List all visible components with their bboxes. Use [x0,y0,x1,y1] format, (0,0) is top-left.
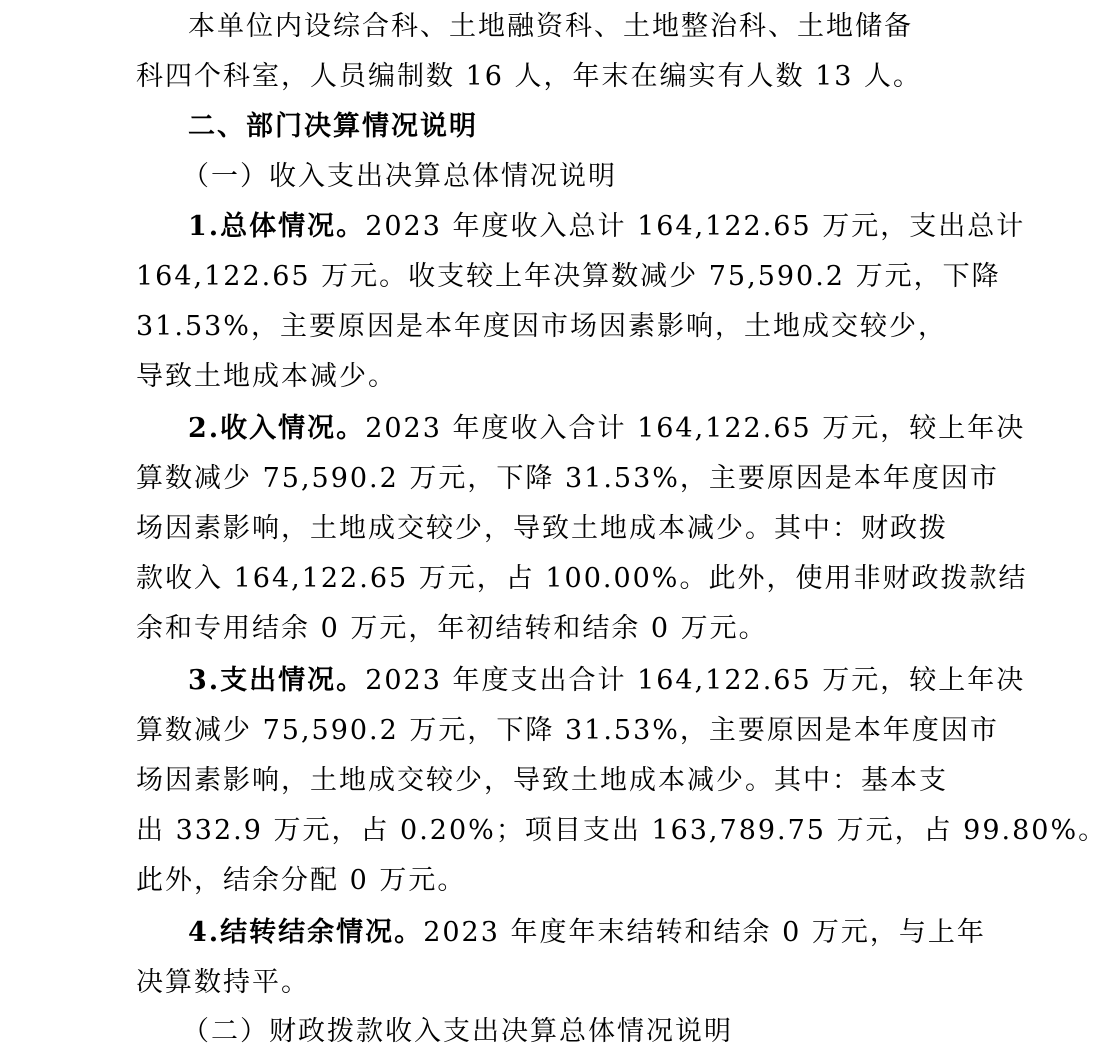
paragraph-4-text: 2023 年度年末结转和结余 0 万元，与上年 [423,917,986,948]
paragraph-4-line-1 [188,908,986,958]
paragraph-3-lead: 3.支出情况。 [188,665,366,696]
paragraph-3-line-3: 场因素影响，土地成交较少，导致土地成本减少。其中：基本支 [136,765,948,796]
paragraph-4-lead: 4.结转结余情况。 [188,917,424,948]
intro-line-2: 科四个科室，人员编制数 16 人，年末在编实有人数 13 人。 [136,61,923,92]
section-heading: 二、部门决算情况说明 [188,111,478,142]
intro-line-1: 本单位内设综合科、土地融资科、土地整治科、土地储备 [188,11,913,42]
paragraph-1-line-2: 164,122.65 万元。收支较上年决算数减少 75,590.2 万元，下降 [136,261,1001,292]
paragraph-1-text: 2023 年度收入总计 164,122.65 万元，支出总计 [365,211,1026,242]
paragraph-2-line-4: 款收入 164,122.65 万元，占 100.00%。此外，使用非财政拨款结 [136,563,1028,594]
subsection-heading-2: （二）财政拨款收入支出决算总体情况说明 [182,1016,733,1047]
paragraph-3-line-5: 此外，结余分配 0 万元。 [136,865,467,896]
paragraph-3-line-1 [188,656,1025,706]
paragraph-1-line-4: 导致土地成本减少。 [136,361,397,392]
paragraph-1-line-3: 31.53%，主要原因是本年度因市场因素影响，土地成交较少， [136,311,947,342]
paragraph-2-lead: 2.收入情况。 [188,413,366,444]
paragraph-2-line-5: 余和专用结余 0 万元，年初结转和结余 0 万元。 [136,613,768,644]
paragraph-1-lead: 1.总体情况。 [188,211,366,242]
paragraph-4-line-2: 决算数持平。 [136,967,310,998]
paragraph-3-line-4: 出 332.9 万元，占 0.20%；项目支出 163,789.75 万元，占 99.80%。 [136,815,1107,846]
subsection-heading-1: （一）收入支出决算总体情况说明 [182,161,617,192]
paragraph-3-text: 2023 年度支出合计 164,122.65 万元，较上年决 [365,665,1026,696]
paragraph-2-line-2: 算数减少 75,590.2 万元，下降 31.53%，主要原因是本年度因市 [136,463,999,494]
paragraph-1-line-1 [188,202,1025,252]
paragraph-2-line-1 [188,404,1025,454]
paragraph-2-text: 2023 年度收入合计 164,122.65 万元，较上年决 [365,413,1026,444]
paragraph-2-line-3: 场因素影响，土地成交较少，导致土地成本减少。其中：财政拨 [136,513,948,544]
paragraph-3-line-2: 算数减少 75,590.2 万元，下降 31.53%，主要原因是本年度因市 [136,715,999,746]
